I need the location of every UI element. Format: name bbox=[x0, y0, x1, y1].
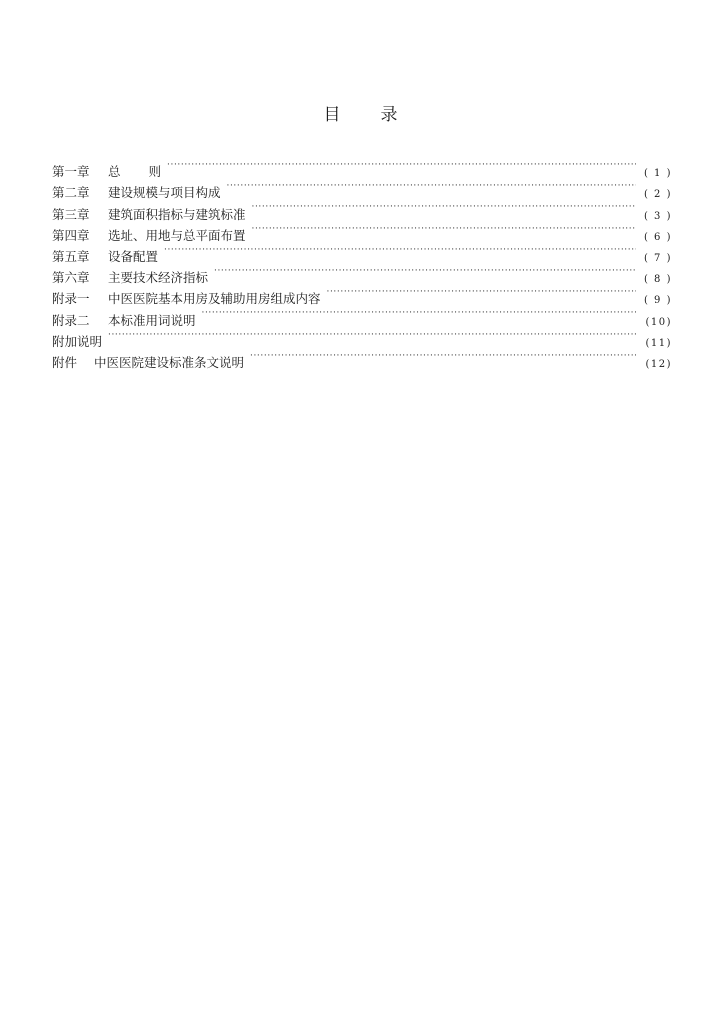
toc-entry-page: ( 1 ) bbox=[643, 168, 672, 180]
toc-entry-number: 第四章 bbox=[52, 227, 90, 243]
toc-entry-label: 附加说明 bbox=[52, 333, 103, 349]
toc-entry-additional-notes[interactable] bbox=[52, 325, 672, 349]
toc-entry-number: 第五章 bbox=[52, 248, 90, 264]
toc-entry-number: 附件 bbox=[52, 354, 78, 370]
toc-entry-page: (10) bbox=[645, 316, 672, 328]
toc-entry-page: ( 8 ) bbox=[643, 274, 672, 286]
toc-title bbox=[0, 100, 721, 125]
toc-entry-page: ( 2 ) bbox=[643, 189, 672, 201]
toc-leader-dots bbox=[250, 346, 636, 367]
toc-leader-dots bbox=[164, 240, 636, 261]
toc-entry-number: 第二章 bbox=[52, 185, 90, 201]
toc-entry-number: 附录二 bbox=[52, 312, 90, 328]
toc-entry-label: 选址、用地与总平面布置 bbox=[108, 227, 246, 243]
toc-entry-page: ( 6 ) bbox=[643, 231, 672, 243]
toc-entry-label: 总 则 bbox=[108, 164, 162, 180]
toc-entry-page: (11) bbox=[645, 337, 672, 349]
toc-leader-dots bbox=[108, 325, 636, 346]
toc-entry-attachment[interactable] bbox=[52, 346, 672, 370]
toc-leader-dots bbox=[202, 303, 636, 324]
toc-entry-label: 主要技术经济指标 bbox=[108, 270, 209, 286]
toc-entry-page: ( 7 ) bbox=[643, 252, 672, 264]
toc-leader-dots bbox=[252, 219, 636, 240]
toc-entry-label: 建筑面积指标与建筑标准 bbox=[108, 206, 246, 222]
toc-entry-page: (12) bbox=[645, 358, 672, 370]
toc-title-char-1: 目 bbox=[323, 105, 341, 125]
toc-entry-number: 附录一 bbox=[52, 291, 90, 307]
toc-title-char-2: 录 bbox=[380, 105, 398, 125]
toc-entry-label: 设备配置 bbox=[108, 248, 159, 264]
toc-leader-dots bbox=[327, 282, 636, 303]
toc-entry-number: 第三章 bbox=[52, 206, 90, 222]
toc-entry-page: ( 3 ) bbox=[643, 210, 672, 222]
toc-entry-label: 建设规模与项目构成 bbox=[108, 185, 221, 201]
toc-entry-label: 中医医院建设标准条文说明 bbox=[94, 354, 245, 370]
toc-entry-number: 第六章 bbox=[52, 270, 90, 286]
toc-leader-dots bbox=[227, 176, 636, 197]
toc-leader-dots bbox=[167, 155, 636, 176]
toc-entry-label: 本标准用词说明 bbox=[108, 312, 196, 328]
toc-leader-dots bbox=[214, 261, 636, 282]
toc-entry-chapter-1[interactable] bbox=[52, 155, 672, 180]
toc-entry-number: 第一章 bbox=[52, 164, 90, 180]
toc-list bbox=[52, 155, 672, 370]
toc-entry-label: 中医医院基本用房及辅助用房组成内容 bbox=[108, 291, 321, 307]
toc-leader-dots bbox=[252, 197, 636, 218]
toc-entry-page: ( 9 ) bbox=[643, 295, 672, 307]
